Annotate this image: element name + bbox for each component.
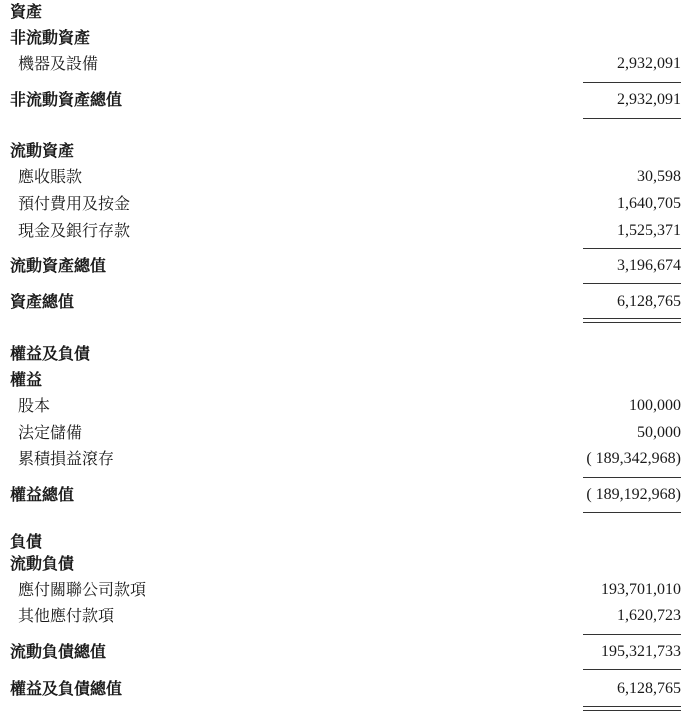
item-amount: ( 189,342,968) <box>586 450 681 467</box>
equity-total-row <box>0 483 693 507</box>
item-amount: 50,000 <box>637 424 681 441</box>
item-amount: 30,598 <box>637 168 681 185</box>
item-label: 其他應付款項 <box>18 606 115 625</box>
equity-liabilities-heading-row <box>0 342 693 366</box>
liabilities-heading: 負債 <box>10 532 43 551</box>
subtotal-line <box>583 248 681 249</box>
table-row <box>0 52 693 76</box>
total-line <box>583 118 681 119</box>
table-row <box>0 578 693 602</box>
total-amount: 3,196,674 <box>617 257 681 274</box>
liabilities-heading-row <box>0 530 693 554</box>
equity-liabilities-heading: 權益及負債 <box>10 344 91 363</box>
total-amount: ( 189,192,968) <box>586 486 681 503</box>
equity-heading: 權益 <box>10 370 43 389</box>
item-label: 應付關聯公司款項 <box>18 580 147 599</box>
item-label: 法定儲備 <box>18 423 83 442</box>
total-label: 資產總值 <box>10 292 75 311</box>
double-line-bottom <box>583 322 681 323</box>
table-row <box>0 604 693 628</box>
total-label: 非流動資產總值 <box>10 90 123 109</box>
noncurrent-assets-heading-row <box>0 26 693 50</box>
subtotal-line <box>583 82 681 83</box>
item-amount: 193,701,010 <box>601 581 681 598</box>
subtotal-line <box>583 477 681 478</box>
item-label: 股本 <box>18 396 51 415</box>
current-assets-heading: 流動資產 <box>10 141 75 160</box>
total-label: 權益總值 <box>10 485 75 504</box>
item-amount: 1,620,723 <box>617 607 681 624</box>
item-label: 累積損益滾存 <box>18 449 115 468</box>
double-line-top <box>583 706 681 707</box>
total-line <box>583 283 681 284</box>
subtotal-line <box>583 634 681 635</box>
double-line-bottom <box>583 710 681 711</box>
item-amount: 100,000 <box>629 397 681 414</box>
total-label: 流動負債總值 <box>10 642 107 661</box>
total-amount: 2,932,091 <box>617 91 681 108</box>
equity-heading-row <box>0 368 693 392</box>
table-row <box>0 192 693 216</box>
assets-heading: 資產 <box>10 2 43 21</box>
total-line <box>583 512 681 513</box>
assets-heading-row <box>0 0 693 24</box>
table-row <box>0 165 693 189</box>
table-row <box>0 421 693 445</box>
double-line-top <box>583 318 681 319</box>
current-assets-total-row <box>0 254 693 278</box>
item-label: 預付費用及按金 <box>18 194 131 213</box>
total-equity-liabilities-row <box>0 677 693 701</box>
item-label: 現金及銀行存款 <box>18 221 131 240</box>
item-amount: 1,525,371 <box>617 222 681 239</box>
current-liabilities-heading: 流動負債 <box>10 554 75 573</box>
table-row <box>0 219 693 243</box>
item-amount: 1,640,705 <box>617 195 681 212</box>
current-assets-heading-row <box>0 139 693 163</box>
total-amount: 6,128,765 <box>617 293 681 310</box>
total-amount: 195,321,733 <box>601 643 681 660</box>
item-label: 機器及設備 <box>18 54 99 73</box>
noncurrent-assets-total-row <box>0 88 693 112</box>
noncurrent-assets-heading: 非流動資產 <box>10 28 91 47</box>
table-row <box>0 447 693 471</box>
current-liabilities-total-row <box>0 640 693 664</box>
total-label: 權益及負債總值 <box>10 679 123 698</box>
current-liabilities-heading-row <box>0 552 693 576</box>
table-row <box>0 394 693 418</box>
total-assets-row <box>0 290 693 314</box>
total-line <box>583 669 681 670</box>
item-label: 應收賬款 <box>18 167 83 186</box>
item-amount: 2,932,091 <box>617 55 681 72</box>
total-amount: 6,128,765 <box>617 680 681 697</box>
total-label: 流動資產總值 <box>10 256 107 275</box>
